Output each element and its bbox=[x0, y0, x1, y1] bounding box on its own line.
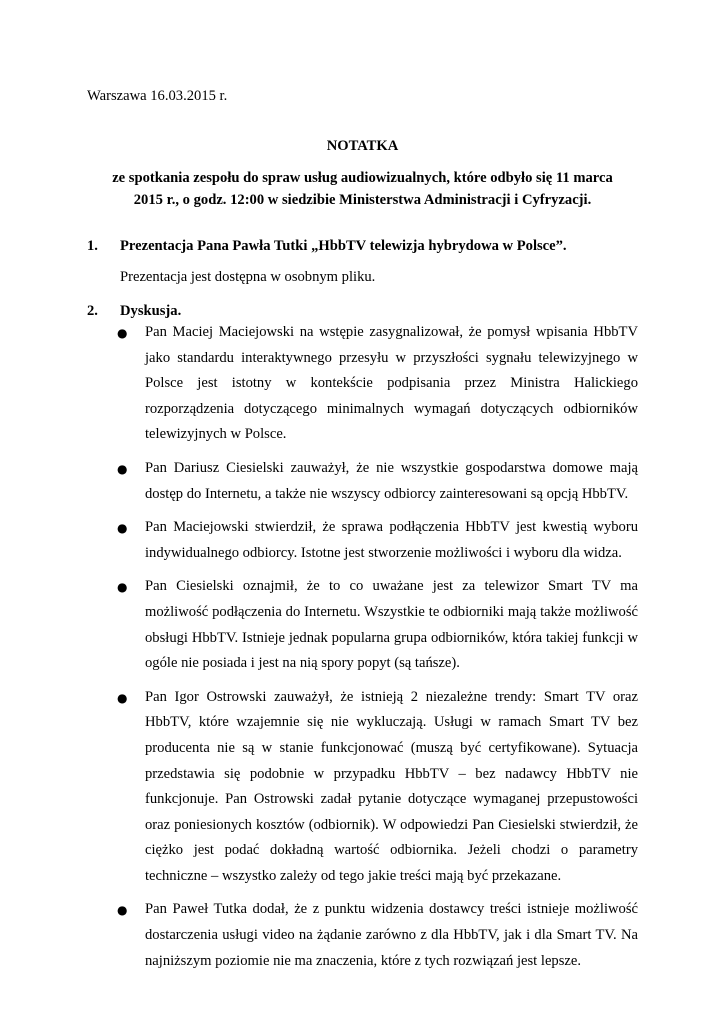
section-2-heading: Dyskusja. bbox=[120, 303, 182, 319]
document-subtitle: ze spotkania zespołu do spraw usług audiowizualnych, które odbyło się 11 marca 2015 r., o godz. 12:00 w siedzibie Ministerstwa Administracji i Cyfryzacji. bbox=[112, 170, 613, 208]
list-item-text: Pan Paweł Tutka dodał, że z punktu widzenia dostawcy treści istnieje możliwość dostarczenia usługi video na żądanie zarówno z dla HbbTV, jak i dla Smart TV. Na najniższym poziomie nie ma znaczenia, które z tych rozwiązań jest lepsze. bbox=[145, 901, 638, 969]
list-item-text: Pan Maciej Maciejowski na wstępie zasygnalizował, że pomysł wpisania HbbTV jako standardu interaktywnego przesyłu w przyszłości sygnału telewizyjnego w Polsce jest istotny w kontekście podpisania przez Ministra Halickiego rozporządzenia dotyczącego minimalnych wymagań dotyczących odbiorników telewizyjnych w Polsce. bbox=[145, 324, 638, 443]
section-1-body: Prezentacja jest dostępna w osobnym pliku. bbox=[120, 269, 376, 285]
list-item bbox=[0, 574, 725, 676]
section-1-heading: Prezentacja Pana Pawła Tutki „HbbTV telewizja hybrydowa w Polsce”. bbox=[120, 238, 567, 254]
bullet-dot-icon: ● bbox=[117, 461, 128, 476]
list-item bbox=[0, 456, 725, 507]
bullet-dot-icon: ● bbox=[117, 580, 128, 595]
list-item bbox=[0, 897, 725, 974]
list-item-text: Pan Igor Ostrowski zauważył, że istnieją 2 niezależne trendy: Smart TV oraz HbbTV, które wzajemnie się nie wykluczają. Usługi w ramach Smart TV bez producenta nie są w stanie funkcjonować (muszą być certyfikowane). Sytuacja przedstawia się podobnie w przypadku HbbTV – bez nadawcy HbbTV nie funkcjonuje. Pan Ostrowski zadał pytanie dotyczące wymaganej przepustowości oraz poniesionych kosztów (odbiornik). W odpowiedzi Pan Ciesielski stwierdził, że ciężko jest podać dokładną wartość odbiornika. Jeżeli chodzi o parametry techniczne – wszystko zależy od tego jakie treści mają być przekazane. bbox=[145, 688, 638, 884]
bullet-dot-icon: ● bbox=[117, 326, 128, 340]
section-2-number: 2. bbox=[87, 303, 98, 319]
list-item bbox=[0, 515, 725, 566]
date-line: Warszawa 16.03.2015 r. bbox=[87, 88, 228, 104]
section-1-number: 1. bbox=[87, 238, 98, 254]
list-item-text: Pan Maciejowski stwierdził, że sprawa podłączenia HbbTV jest kwestią wyboru indywidualnego odbiorcy. Istotne jest stworzenie możliwości i wyboru dla widza. bbox=[145, 519, 638, 561]
list-item bbox=[0, 320, 725, 448]
list-item-text: Pan Ciesielski oznajmił, że to co uważane jest za telewizor Smart TV ma możliwość podłączenia do Internetu. Wszystkie te odbiorniki mają także możliwość obsługi HbbTV. Istnieje jednak popularna grupa odbiorników, która takiej funkcji w ogóle nie posiada i jest na nią spory popyt (są tańsze). bbox=[145, 578, 638, 672]
bullet-dot-icon: ● bbox=[117, 690, 128, 705]
list-item-text: Pan Dariusz Ciesielski zauważył, że nie wszystkie gospodarstwa domowe mają dostęp do Internetu, a także nie wszyscy odbiorcy zainteresowani są opcją HbbTV. bbox=[145, 459, 638, 502]
discussion-list bbox=[0, 320, 725, 982]
bullet-dot-icon: ● bbox=[117, 903, 128, 918]
document-title: NOTATKA bbox=[326, 138, 399, 154]
list-item bbox=[0, 685, 725, 890]
bullet-dot-icon: ● bbox=[117, 521, 128, 536]
